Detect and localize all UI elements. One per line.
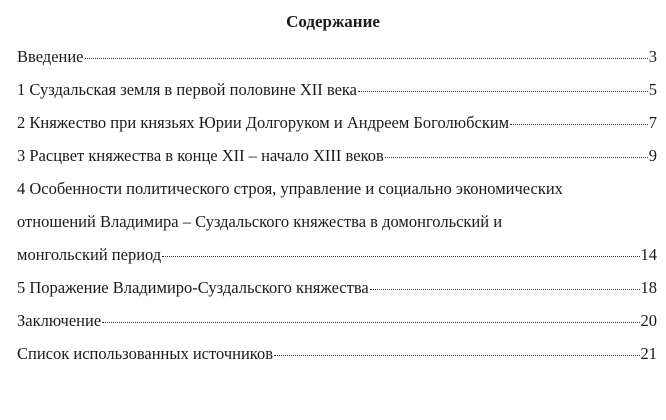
dot-leader — [385, 157, 648, 158]
dot-leader — [85, 58, 648, 59]
toc-entry-conclusion — [17, 304, 657, 337]
dot-leader — [510, 124, 648, 125]
toc-line — [17, 106, 657, 139]
toc-entry-text: 3 Расцвет княжества в конце XII – начало XIII веков — [17, 146, 384, 165]
toc-line — [17, 139, 657, 172]
toc-page-number: 18 — [640, 278, 657, 297]
dot-leader — [358, 91, 648, 92]
toc-entry-chapter-4 — [17, 172, 657, 271]
toc-page-number: 9 — [648, 146, 657, 165]
toc-line — [17, 40, 657, 73]
toc-line — [17, 238, 657, 271]
toc-page-number: 5 — [648, 80, 657, 99]
dot-leader — [274, 355, 640, 356]
toc-line — [17, 73, 657, 106]
toc-entry-introduction — [17, 40, 657, 73]
toc-entry-text: Заключение — [17, 311, 102, 330]
toc-page-number: 21 — [640, 344, 657, 363]
toc-entry-text: 1 Суздальская земля в первой половине XII века — [17, 80, 358, 99]
toc-entry-chapter-5 — [17, 271, 657, 304]
dot-leader — [370, 289, 640, 290]
toc-entry-chapter-3 — [17, 139, 657, 172]
toc-entry-text: 2 Княжество при князьях Юрии Долгоруком и Андреем Боголюбским — [17, 113, 510, 132]
toc-title: Содержание — [286, 12, 380, 31]
toc-line — [17, 337, 657, 370]
toc-page-number: 20 — [640, 311, 657, 330]
toc-entry-text: 5 Поражение Владимиро-Суздальского княжества — [17, 278, 369, 297]
toc-entry-text-line-3: монгольский период — [17, 245, 162, 264]
dot-leader — [102, 322, 639, 323]
dot-leader — [162, 256, 639, 257]
toc-line — [17, 304, 657, 337]
toc-page-number: 3 — [648, 47, 657, 66]
table-of-contents — [17, 40, 657, 370]
toc-entry-chapter-2 — [17, 106, 657, 139]
toc-entry-text: Список использованных источников — [17, 344, 273, 363]
toc-entry-text-line-1: 4 Особенности политического строя, управление и социально экономических — [17, 179, 563, 198]
toc-page-number: 14 — [640, 245, 657, 264]
toc-entry-references — [17, 337, 657, 370]
toc-line — [17, 271, 657, 304]
toc-entry-text-line-2: отношений Владимира – Суздальского княжества в домонгольский и — [17, 212, 503, 231]
toc-entry-chapter-1 — [17, 73, 657, 106]
toc-page-number: 7 — [648, 113, 657, 132]
toc-entry-text: Введение — [17, 47, 84, 66]
